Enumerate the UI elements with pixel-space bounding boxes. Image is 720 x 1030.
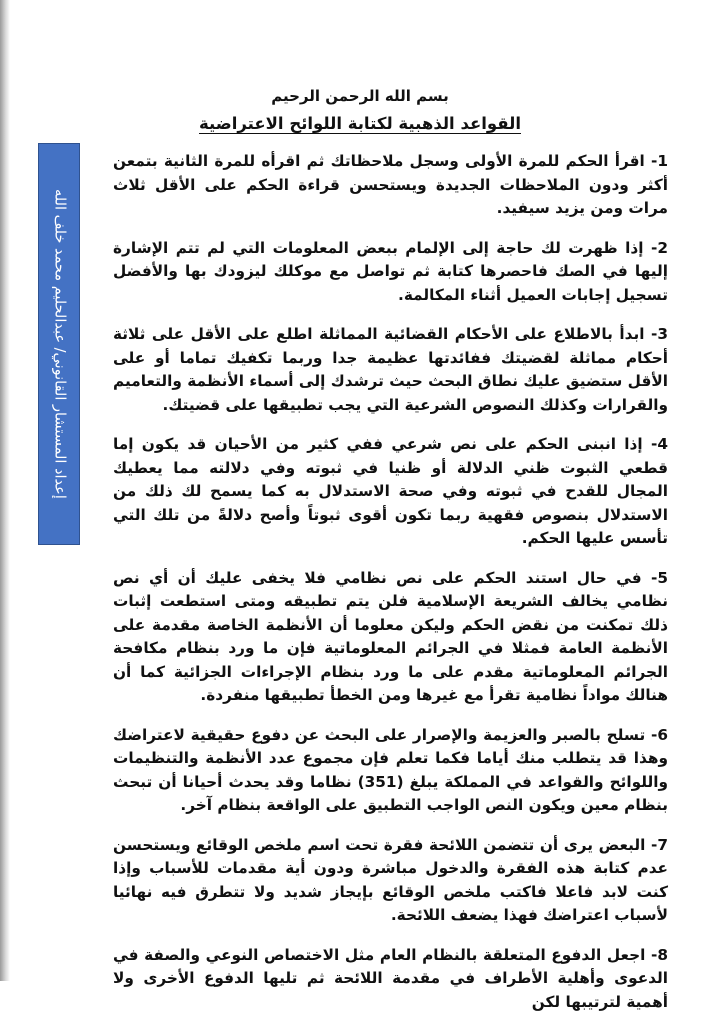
rule-paragraph-3: 3- ابدأ بالاطلاع على الأحكام القضائية المماثلة اطلع على الأقل على ثلاثة أحكام مماثلة لقضيتك ففائدتها عظيمة جدا وربما تكفيك تماما أو على الأقل ستضيق عليك نطاق البحث حيث ترشدك إلى أسماء الأنظمة والتعاميم والقرارات وكذلك النصوص الشرعية التي يجب تطبيقها على قضيتك. bbox=[113, 325, 668, 414]
rule-paragraph-7: 7- البعض يرى أن تتضمن اللائحة فقرة تحت اسم ملخص الوقائع ويستحسن عدم كتابة هذه الفقرة والدخول مباشرة ودون أية مقدمات للأسباب وإذا كنت لابد فاعلا فاكتب ملخص الوقائع بإيجاز شديد ولا تتطرق فيه نهائيا لأسباب اعتراضك فهذا يضعف اللائحة. bbox=[113, 835, 668, 924]
rule-paragraph-5: 5- في حال استند الحكم على نص نظامي فلا يخفى عليك أن أي نص نظامي يخالف الشريعة الإسلامية فلن يتم تطبيقه ومتى استطعت إثبات ذلك تمكنت من نقض الحكم وليكن معلوما أن الأنظمة الخاصة مقدمة على الأنظمة العامة فمثلا في الجرائم المعلوماتية فإن ما ورد بنظام مكافحة الجرائم المعلوماتية مقدم على ما ورد بنظام الإجراءات الجزائية كما أن هنالك مواداً نظامية تقرأ مع غيرها ومن الخطأ تطبيقها منفردة. bbox=[113, 568, 668, 704]
rule-paragraph-6: 6- تسلح بالصبر والعزيمة والإصرار على البحث عن دفوع حقيقية لاعتراضك وهذا قد يتطلب منك أياما فكما تعلم فإن مجموع عدد الأنظمة والتنظيمات واللوائح والقواعد في المملكة يبلغ (351) نظاما وقد يحدث أحيانا أن تبحث بنظام معين ويكون النص الواجب التطبيق على الواقعة بنظام آخر. bbox=[113, 725, 668, 814]
rules-list bbox=[113, 150, 668, 1030]
rule-paragraph-8: 8- اجعل الدفوع المتعلقة بالنظام العام مثل الاختصاص النوعي والصفة في الدعوى وأهلية الأطراف في مقدمة اللائحة ثم تليها الدفوع الأخرى ولا أهمية لترتيبها لكن bbox=[113, 945, 668, 1011]
rule-paragraph-1: 1- اقرأ الحكم للمرة الأولى وسجل ملاحظاتك ثم اقرأه للمرة الثانية بتمعن أكثر ودون الملاحظات الجديدة ويستحسن قراءة الحكم على الأقل ثلاث مرات ومن يزيد سيفيد. bbox=[113, 152, 668, 217]
rule-paragraph-2: 2- إذا ظهرت لك حاجة إلى الإلمام ببعض المعلومات التي لم تتم الإشارة إليها في الصك فاحصرها كتابة ثم تواصل مع موكلك ليزودك بها والأفضل تسجيل إجابات العميل أثناء المكالمة. bbox=[113, 238, 668, 304]
author-banner-text: إعداد المستشار القانوني/ عبدالحليم محمد خلف الله bbox=[51, 189, 68, 499]
basmala-heading: بسم الله الرحمن الرحيم bbox=[271, 87, 449, 105]
document-title: القواعد الذهبية لكتابة اللوائح الاعتراضية bbox=[199, 114, 521, 133]
scan-shadow-edge bbox=[0, 0, 10, 981]
rule-paragraph-4: 4- إذا انبنى الحكم على نص شرعي ففي كثير من الأحيان قد يكون إما قطعي الثبوت ظني الدلالة أو ظنيا في ثبوته وفي دلالته مما يعطيك المجال للقدح في ثبوته وفي صحة الاستدلال به كما يسمح لك ذلك من الاستدلال بنصوص فقهية ربما تكون أقوى ثبوتاً وأصح دلالةً من تلك التي تأسس عليها الحكم. bbox=[113, 435, 668, 547]
author-banner bbox=[38, 143, 80, 545]
